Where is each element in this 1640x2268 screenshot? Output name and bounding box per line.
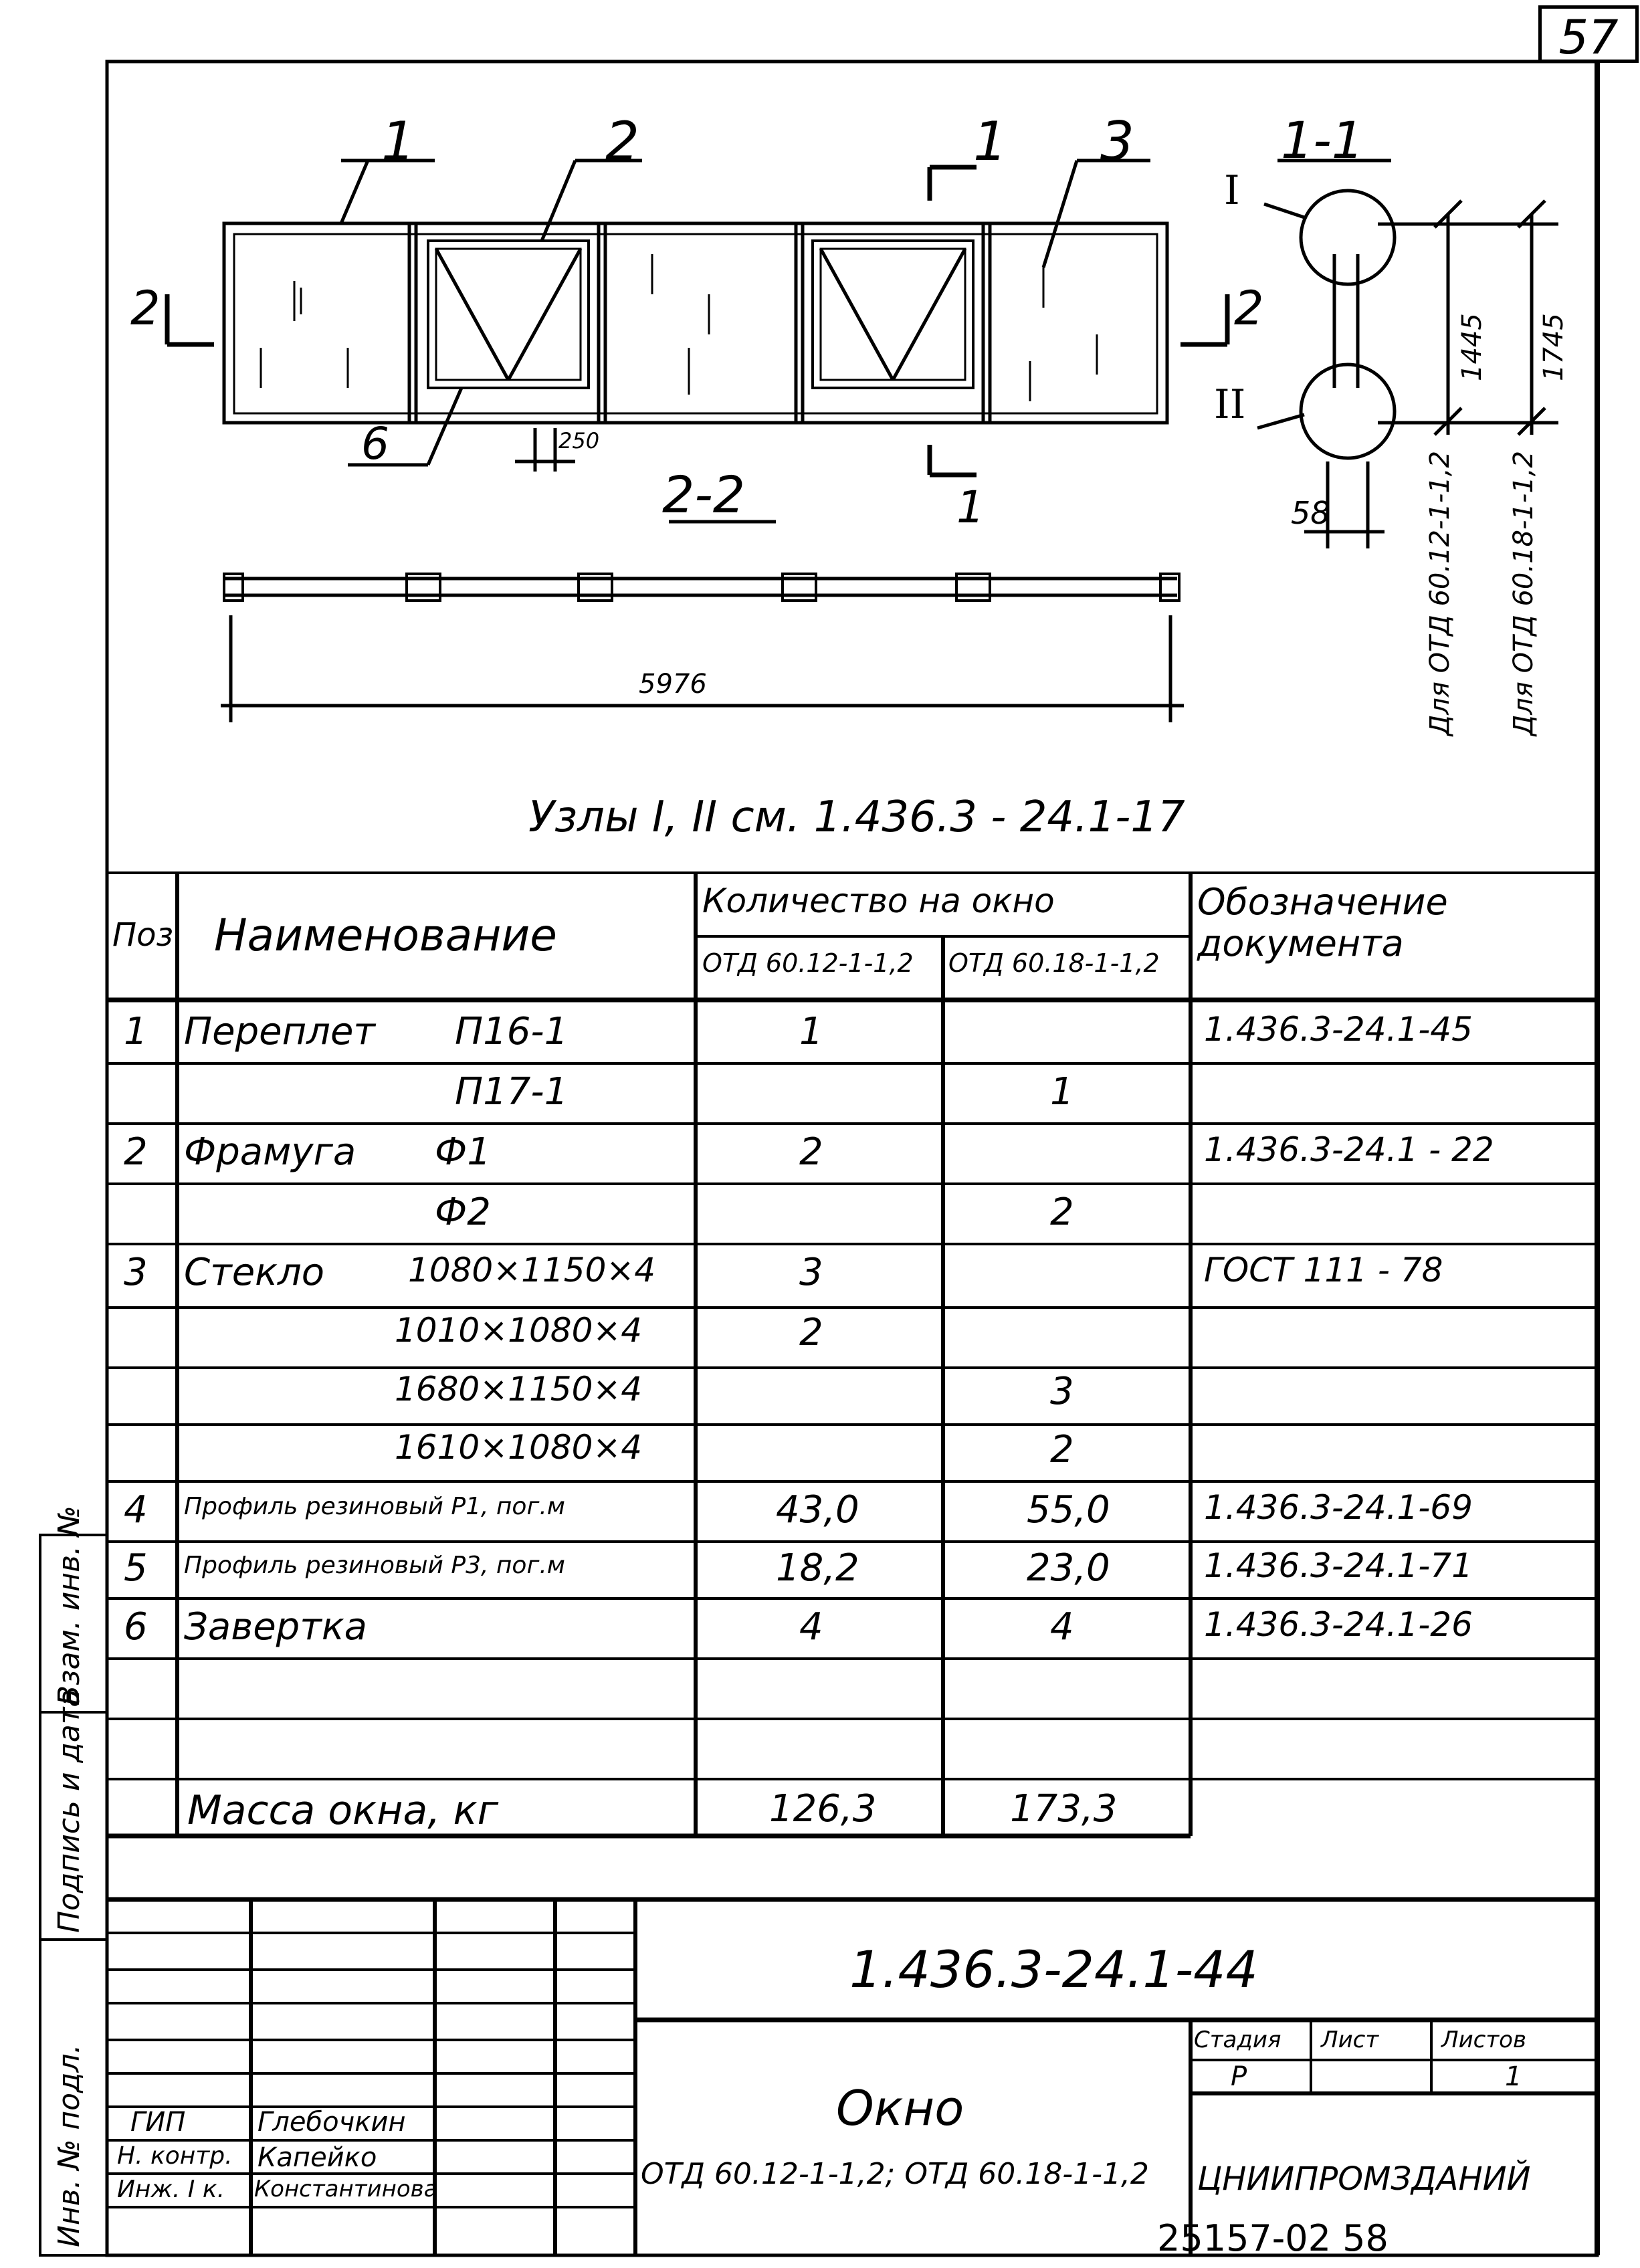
row-mark: Ф1 xyxy=(435,1130,491,1174)
row-qty-a: 18,2 xyxy=(776,1546,859,1590)
row-mark: П17-1 xyxy=(455,1070,569,1114)
row-name: Фрамуга xyxy=(184,1130,356,1174)
row-mark: П16-1 xyxy=(455,1010,569,1053)
document-code: 1.436.3-24.1-44 xyxy=(849,1940,1258,1999)
stamp-inv-orig: Инв. № подл. xyxy=(52,2044,86,2247)
stage-label: Стадия xyxy=(1194,2027,1282,2053)
row-doc: 1.436.3-24.1-26 xyxy=(1204,1605,1473,1644)
row-qty-b: 2 xyxy=(1050,1191,1074,1234)
mass-b: 173,3 xyxy=(1010,1787,1118,1831)
header-qty: Количество на окно xyxy=(702,882,1055,920)
row-doc: 1.436.3-24.1-45 xyxy=(1204,1010,1473,1049)
callout-1: 1 xyxy=(381,110,415,173)
row-qty-a: 1 xyxy=(799,1010,823,1053)
dim-1445: 1445 xyxy=(1457,313,1488,381)
row-pos: 2 xyxy=(124,1130,148,1174)
header-pos: Поз. xyxy=(112,916,184,954)
sheets-value: 1 xyxy=(1505,2061,1522,2092)
node-label-I: I xyxy=(1224,167,1240,214)
row-doc: 1.436.3-24.1-71 xyxy=(1204,1546,1473,1585)
header-doc: Обозначение документа xyxy=(1197,881,1448,964)
node-label-II: II xyxy=(1214,381,1246,428)
row-qty-a: 43,0 xyxy=(776,1488,859,1532)
role-inzh: Инж. I к. xyxy=(117,2176,225,2203)
footer-number: 25157-02 58 xyxy=(1157,2217,1389,2259)
sheet-label: Лист xyxy=(1321,2027,1379,2053)
row-pos: 5 xyxy=(124,1546,148,1590)
row-pos: 1 xyxy=(124,1010,148,1053)
note-for-60-18: Для ОТД 60.18-1-1,2 xyxy=(1508,451,1539,736)
row-pos: 4 xyxy=(124,1488,148,1532)
header-name: Наименование xyxy=(214,910,557,961)
row-mark: 1680×1150×4 xyxy=(395,1370,643,1409)
stamp-sign-date: Подпись и дата xyxy=(52,1689,86,1933)
window-elevation xyxy=(224,223,1167,423)
stamp-inv-instead: Взам. инв. № xyxy=(52,1506,86,1706)
row-mark: 1010×1080×4 xyxy=(395,1311,643,1350)
dim-1745: 1745 xyxy=(1538,313,1569,381)
header-qty-a: ОТД 60.12-1-1,2 xyxy=(702,948,914,978)
row-pos: 3 xyxy=(124,1251,148,1294)
row-qty-a: 2 xyxy=(799,1311,823,1354)
node-circle-II xyxy=(1301,365,1395,458)
callout-6: 6 xyxy=(361,418,389,470)
stage-value: Р xyxy=(1231,2061,1247,2092)
row-mark: 1080×1150×4 xyxy=(408,1251,656,1290)
node-circle-I xyxy=(1301,191,1395,284)
person-gip: Глебочкин xyxy=(258,2107,406,2138)
person-inzh: Константинова xyxy=(254,2176,438,2202)
section-mark-2-right: 2 xyxy=(1234,281,1264,336)
row-qty-b: 4 xyxy=(1050,1605,1074,1649)
section-label-2-2: 2-2 xyxy=(662,465,746,524)
row-qty-a: 2 xyxy=(799,1130,823,1174)
row-qty-b: 23,0 xyxy=(1027,1546,1110,1590)
organization: ЦНИИПРОМЗДАНИЙ xyxy=(1197,2160,1531,2198)
document-name: Окно xyxy=(836,2080,964,2136)
row-qty-b: 2 xyxy=(1050,1428,1074,1471)
row-pos: 6 xyxy=(124,1605,148,1649)
row-mark: 1610×1080×4 xyxy=(395,1428,643,1467)
mass-label: Масса окна, кг xyxy=(187,1787,499,1834)
row-mark: Ф2 xyxy=(435,1191,491,1234)
row-qty-b: 55,0 xyxy=(1027,1488,1110,1532)
row-doc: ГОСТ 111 - 78 xyxy=(1204,1251,1443,1290)
callout-3: 3 xyxy=(1100,110,1134,173)
sheets-label: Листов xyxy=(1441,2027,1527,2053)
row-qty-a: 4 xyxy=(799,1605,823,1649)
page-number: 57 xyxy=(1538,5,1639,63)
row-qty-a: 3 xyxy=(799,1251,823,1294)
person-n-kontr: Капейко xyxy=(258,2142,377,2173)
row-doc: 1.436.3-24.1 - 22 xyxy=(1204,1130,1494,1169)
callout-1b: 1 xyxy=(973,110,1007,173)
dim-5976: 5976 xyxy=(639,669,707,700)
callout-2: 2 xyxy=(605,110,639,173)
nodes-note: Узлы I, II см. 1.436.3 - 24.1-17 xyxy=(528,793,1185,842)
row-name: Стекло xyxy=(184,1251,325,1294)
section-mark-1-bottom: 1 xyxy=(956,482,985,533)
row-name: Профиль резиновый Р1, пог.м xyxy=(184,1493,565,1520)
dim-250: 250 xyxy=(558,428,600,453)
row-name: Завертка xyxy=(184,1605,367,1649)
header-qty-b: ОТД 60.18-1-1,2 xyxy=(948,948,1160,978)
row-qty-b: 3 xyxy=(1050,1370,1074,1413)
section-mark-2-left: 2 xyxy=(130,281,161,336)
mass-a: 126,3 xyxy=(769,1787,877,1831)
row-doc: 1.436.3-24.1-69 xyxy=(1204,1488,1473,1527)
row-name: Профиль резиновый Р3, пог.м xyxy=(184,1552,565,1579)
role-n-kontr: Н. контр. xyxy=(117,2142,233,2170)
row-name: Переплет xyxy=(184,1010,376,1053)
row-qty-b: 1 xyxy=(1050,1070,1074,1114)
document-subname: ОТД 60.12-1-1,2; ОТД 60.18-1-1,2 xyxy=(641,2157,1149,2191)
note-for-60-12: Для ОТД 60.12-1-1,2 xyxy=(1425,451,1455,736)
dim-58: 58 xyxy=(1291,495,1330,531)
section-label-1-1: 1-1 xyxy=(1281,110,1364,170)
role-gip: ГИП xyxy=(130,2107,186,2138)
